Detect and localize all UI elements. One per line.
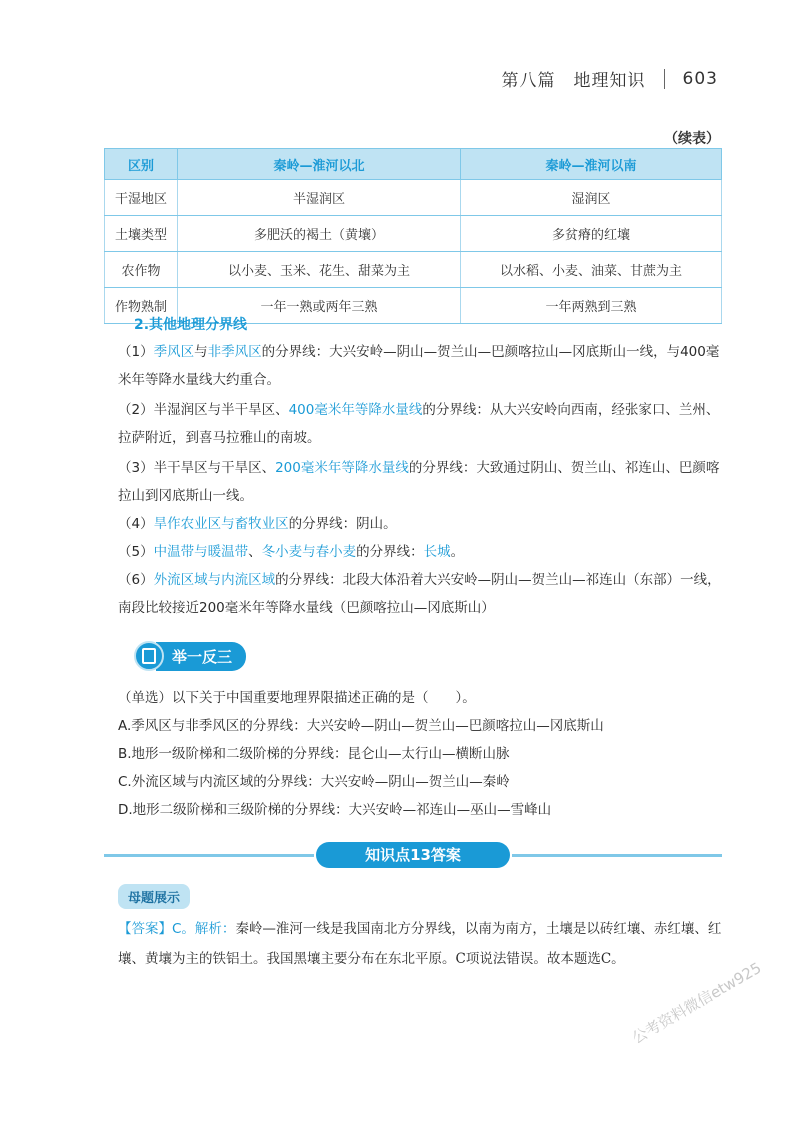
item-text: 半干旱区与干旱区、 — [153, 460, 276, 476]
item-text: 。 — [450, 544, 465, 560]
table-cell: 土壤类型 — [105, 216, 178, 252]
item-text: 半湿润区与半干旱区、 — [153, 402, 289, 418]
section-title: 2.其他地理分界线 — [134, 317, 248, 333]
table-cell: 以水稻、小麦、油菜、甘蔗为主 — [461, 252, 722, 288]
boundary-item-4 — [118, 510, 730, 538]
table-row — [105, 180, 722, 216]
header-divider — [664, 69, 665, 89]
highlight-text: 季风区 — [153, 344, 195, 360]
boundary-item-6 — [118, 566, 730, 622]
item-number: （3） — [118, 460, 154, 476]
highlight-text: 400毫米年等降水量线 — [288, 402, 423, 418]
subject-label: 地理知识 — [573, 71, 646, 91]
table-cell: 多贫瘠的红壤 — [461, 216, 722, 252]
highlight-text: 旱作农业区与畜牧业区 — [153, 516, 289, 532]
highlight-text: 长城 — [423, 544, 451, 560]
item-text: 的分界线：北段大体沿着大兴安岭—阴山—贺兰山—祁连山（东部）一线，南段比较接近200毫米年等降水量线（巴颜喀拉山—冈底斯山） — [118, 572, 721, 616]
comparison-table — [104, 148, 722, 324]
table-cell: 以小麦、玉米、花生、甜菜为主 — [178, 252, 461, 288]
table-cell: 多肥沃的褐土（黄壤） — [178, 216, 461, 252]
answer-section-bar — [104, 842, 722, 868]
answer-section-title: 知识点13答案 — [316, 842, 510, 868]
table-cell: 湿润区 — [461, 180, 722, 216]
page-header — [502, 66, 718, 91]
table-row — [105, 252, 722, 288]
question-stem: （单选）以下关于中国重要地理界限描述正确的是（ ）。 — [118, 690, 476, 706]
table-header-cell: 秦岭—淮河以南 — [461, 149, 722, 180]
option-d: D.地形二级阶梯和三级阶梯的分界线：大兴安岭—祁连山—巫山—雪峰山 — [118, 802, 552, 818]
table-cell: 一年两熟到三熟 — [461, 288, 722, 324]
page-number: 603 — [682, 68, 718, 89]
option-c: C.外流区域与内流区域的分界线：大兴安岭—阴山—贺兰山—秦岭 — [118, 774, 510, 790]
boundary-item-2 — [118, 396, 730, 452]
document-icon — [134, 641, 164, 671]
continuation-label: （续表） — [664, 131, 720, 147]
practice-badge-label: 举一反三 — [156, 642, 246, 671]
item-number: （4） — [118, 516, 154, 532]
item-text: 的分界线：大致通过阴山、贺兰山、祁连山、巴颜喀拉山到冈底斯山一线。 — [118, 460, 720, 504]
table-cell: 一年一熟或两年三熟 — [178, 288, 461, 324]
item-number: （2） — [118, 402, 154, 418]
watermark-text: 公考资料微信etw925 — [629, 958, 765, 1048]
option-a: A.季风区与非季风区的分界线：大兴安岭—阴山—贺兰山—巴颜喀拉山—冈底斯山 — [118, 718, 604, 734]
table-cell: 半湿润区 — [178, 180, 461, 216]
table-header-cell: 区别 — [105, 149, 178, 180]
example-badge: 母题展示 — [118, 884, 190, 909]
item-text: 的分界线：从大兴安岭向西南，经张家口、兰州、拉萨附近，到喜马拉雅山的南坡。 — [118, 402, 720, 446]
highlight-text: 200毫米年等降水量线 — [275, 460, 409, 476]
table-cell: 作物熟制 — [105, 288, 178, 324]
part-label: 第八篇 — [501, 71, 556, 91]
boundary-item-5 — [118, 538, 730, 566]
practice-badge — [134, 641, 246, 671]
divider-line — [512, 854, 722, 857]
item-text: 、 — [248, 544, 262, 560]
table-row — [105, 216, 722, 252]
item-text: 与 — [194, 344, 208, 360]
highlight-text: 非季风区 — [207, 344, 262, 360]
highlight-text: 外流区域与内流区域 — [153, 572, 276, 588]
divider-line — [104, 854, 314, 857]
item-text: 的分界线：阴山。 — [288, 516, 397, 532]
answer-tag: 【答案】C。解析： — [118, 921, 236, 937]
item-text: 的分界线：大兴安岭—阴山—贺兰山—巴颜喀拉山—冈底斯山一线，与400毫米年等降水量线大约重合。 — [118, 344, 720, 388]
table-header-cell: 秦岭—淮河以北 — [178, 149, 461, 180]
answer-text: 秦岭—淮河一线是我国南北方分界线，以南为南方，土壤是以砖红壤、赤红壤、红壤、黄壤为主的铁铝土。我国黑壤主要分布在东北平原。C项说法错误。故本题选C。 — [118, 921, 722, 967]
answer-explanation — [118, 914, 730, 974]
item-number: （6） — [118, 572, 154, 588]
highlight-text: 中温带与暖温带 — [153, 544, 249, 560]
highlight-text: 冬小麦与春小麦 — [261, 544, 357, 560]
table-cell: 农作物 — [105, 252, 178, 288]
item-text: 的分界线： — [356, 544, 424, 560]
table-cell: 干湿地区 — [105, 180, 178, 216]
boundary-item-3 — [118, 454, 730, 510]
option-b: B.地形一级阶梯和二级阶梯的分界线：昆仑山—太行山—横断山脉 — [118, 746, 510, 762]
boundary-item-1 — [118, 338, 730, 394]
item-number: （5） — [118, 544, 154, 560]
item-number: （1） — [118, 344, 154, 360]
table-header-row — [105, 149, 722, 180]
